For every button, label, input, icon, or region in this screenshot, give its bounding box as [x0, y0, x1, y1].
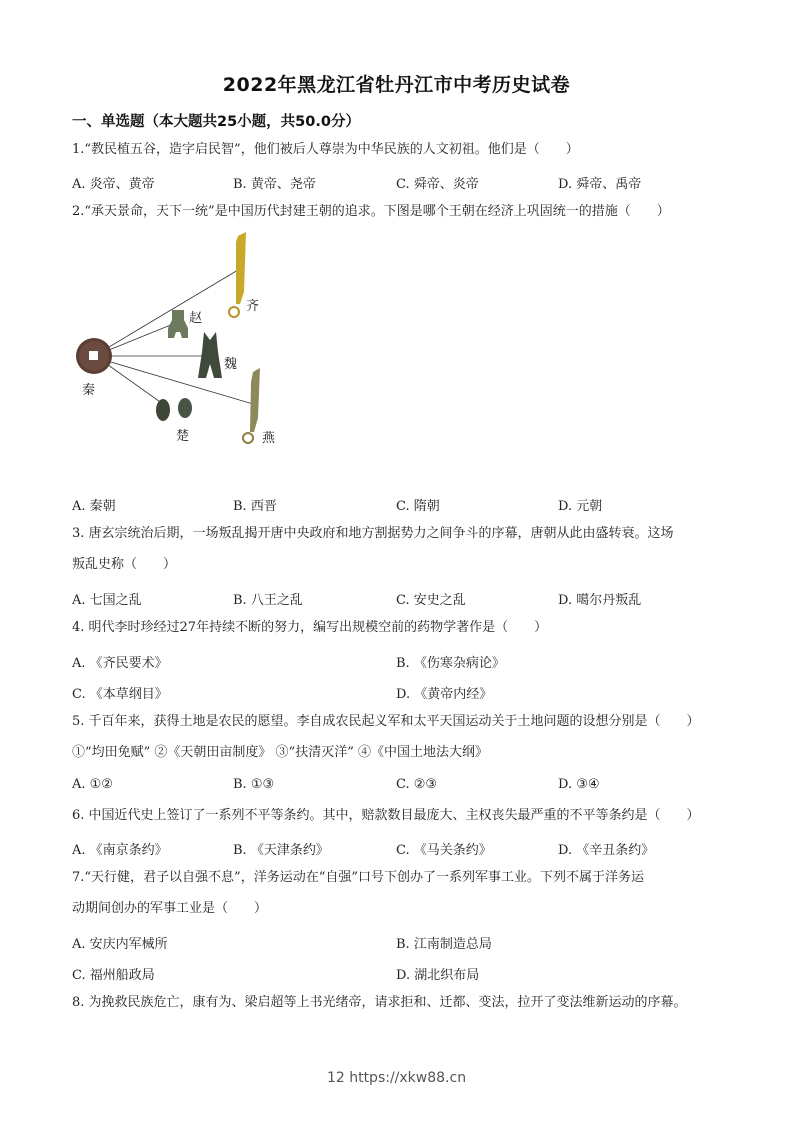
q3-option-c: C. 安史之乱 [396, 593, 466, 608]
q6-option-d: D. 《辛丑条约》 [558, 843, 655, 858]
q6-option-b: B. 《天津条约》 [233, 843, 329, 858]
q7-option-c: C. 福州船政局 [72, 968, 155, 983]
q1-option-a: A. 炎帝、黄帝 [72, 177, 155, 192]
q3-option-a: A. 七国之乱 [72, 593, 142, 608]
question-3-stem-line2: 叛乱史称（ ） [72, 557, 177, 572]
label-qin: 秦 [82, 383, 96, 398]
yan-knife-coin-icon [243, 368, 260, 443]
q2-option-b: B. 西晋 [233, 499, 277, 514]
q6-option-a: A. 《南京条约》 [72, 843, 168, 858]
question-4-stem: 4. 明代李时珍经过27年持续不断的努力，编写出规模空前的药物学著作是（ ） [72, 620, 548, 635]
q7-option-a: A. 安庆内军械所 [72, 937, 168, 952]
qin-coin-icon [76, 338, 112, 374]
q7-option-d: D. 湖北织布局 [396, 968, 480, 983]
question-2-stem: 2.“承天景命，天下一统”是中国历代封建王朝的追求。下图是哪个王朝在经济上巩固统一的措施（ ） [72, 204, 670, 219]
question-6-stem: 6. 中国近代史上签订了一系列不平等条约。其中，赔款数目最庞大、主权丧失最严重的不平等条约是（ ） [72, 808, 700, 823]
q4-option-a: A. 《齐民要术》 [72, 656, 168, 671]
question-7-stem-line2: 动期间创办的军事工业是（ ） [72, 901, 268, 916]
q5-option-c: C. ②③ [396, 777, 438, 792]
q6-option-c: C. 《马关条约》 [396, 843, 492, 858]
label-wei: 魏 [224, 357, 238, 372]
q5-option-d: D. ③④ [558, 777, 600, 792]
q1-option-c: C. 舜帝、炎帝 [396, 177, 479, 192]
section-heading: 一、单选题（本大题共25小题，共50.0分） [72, 114, 360, 130]
coin-figure [68, 232, 308, 454]
q2-option-a: A. 秦朝 [72, 499, 116, 514]
q3-option-d: D. 噶尔丹叛乱 [558, 593, 642, 608]
q7-option-b: B. 江南制造总局 [396, 937, 492, 952]
q3-option-b: B. 八王之乱 [233, 593, 303, 608]
q5-option-b: B. ①③ [233, 777, 275, 792]
question-5-items: ①“均田免赋” ②《天朝田亩制度》 ③“扶清灭洋” ④《中国土地法大纲》 [72, 745, 488, 760]
q1-option-d: D. 舜帝、禹帝 [558, 177, 642, 192]
q5-option-a: A. ①② [72, 777, 113, 792]
q4-option-c: C. 《本草纲目》 [72, 687, 168, 702]
question-5-stem: 5. 千百年来，获得土地是农民的愿望。李自成农民起义军和太平天国运动关于土地问题的设想分别是（ ） [72, 714, 700, 729]
qi-knife-coin-icon [229, 232, 246, 317]
q4-option-b: B. 《伤寒杂病论》 [396, 656, 505, 671]
exam-title: 2022年黑龙江省牡丹江市中考历史试卷 [222, 74, 571, 96]
question-1-stem: 1.“教民植五谷，造字启民智”，他们被后人尊崇为中华民族的人文初祖。他们是（ ） [72, 142, 579, 157]
zhao-spade-coin-icon [168, 310, 188, 338]
q4-option-d: D. 《黄帝内经》 [396, 687, 493, 702]
question-7-stem-line1: 7.“天行健，君子以自强不息”，洋务运动在“自强”口号下创办了一系列军事工业。下列不属于洋务运 [72, 870, 644, 885]
q2-option-d: D. 元朝 [558, 499, 603, 514]
page-footer: 12 https://xkw88.cn [326, 1070, 467, 1086]
q1-option-b: B. 黄帝、尧帝 [233, 177, 316, 192]
question-8-stem: 8. 为挽救民族危亡，康有为、梁启超等上书光绪帝，请求拒和、迁都、变法，拉开了变法维新运动的序幕。 [72, 995, 687, 1010]
question-3-stem-line1: 3. 唐玄宗统治后期，一场叛乱揭开唐中央政府和地方割据势力之间争斗的序幕，唐朝从此由盛转衰。这场 [72, 526, 674, 541]
label-chu: 楚 [176, 429, 190, 444]
wei-spade-coin-icon [198, 332, 222, 378]
label-zhao: 赵 [189, 311, 203, 326]
q2-option-c: C. 隋朝 [396, 499, 440, 514]
label-yan: 燕 [262, 431, 276, 446]
ancient-currency-diagram [68, 232, 308, 454]
label-qi: 齐 [246, 299, 260, 314]
chu-coin-icon [156, 398, 192, 421]
